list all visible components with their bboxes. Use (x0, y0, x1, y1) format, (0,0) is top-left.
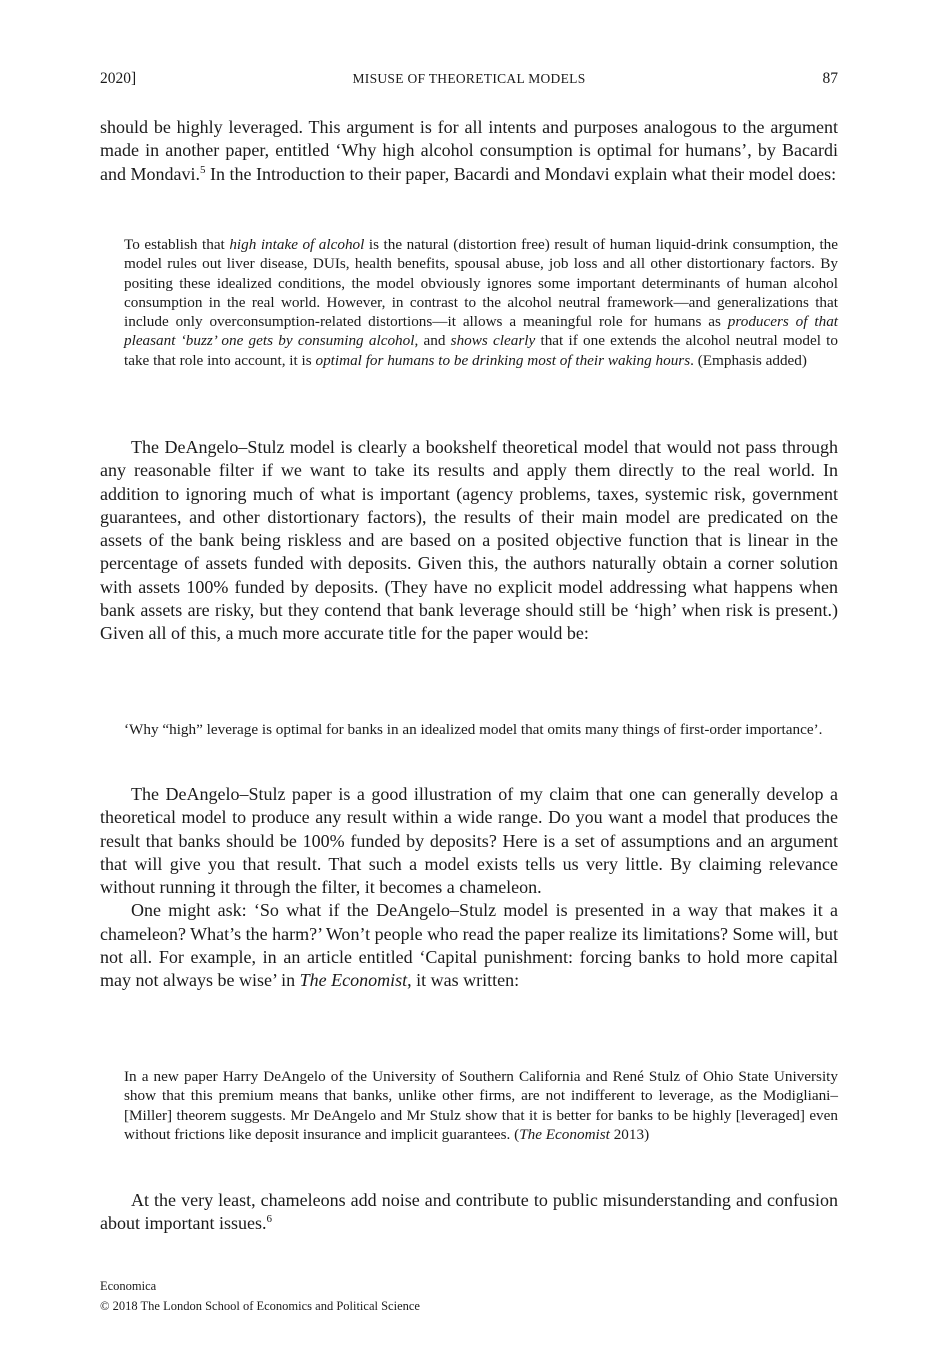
quote-3-text-a: In a new paper Harry DeAngelo of the University of Southern California and René Stulz of Ohio State University show that this premium means that banks, unlike other firms, are not indifferent to leverage, as the Modigliani–[Miller] theorem suggests. Mr DeAngelo and Mr Stulz show that it is better for banks to be highly [leveraged] even without frictions like deposit insurance and implicit guarantees. ( (124, 1068, 838, 1143)
paragraph-3 (100, 783, 838, 993)
paragraph-5 (100, 1189, 838, 1236)
paragraph-1 (100, 116, 838, 186)
quote-1-seg: that if one extends the alcohol neutral model to take that role into account, it is (124, 332, 838, 369)
footnote-ref-5[interactable]: 5 (199, 163, 206, 176)
block-quote-3 (124, 1067, 838, 1144)
quote-1-emphasis: shows clearly (450, 332, 536, 350)
block-quote-2: ‘Why “high” leverage is optimal for banks in an idealized model that omits many things of first-order importance’. (124, 721, 823, 738)
quote-1-emphasis: high intake of alcohol (229, 236, 365, 253)
footer-copyright: © 2018 The London School of Economics and Political Science (100, 1299, 420, 1313)
paragraph-4-emphasis: The Economist (299, 970, 408, 991)
quote-1-emphasis: optimal for humans to be drinking most of their waking hours (315, 351, 691, 369)
page-number: 87 (822, 70, 838, 87)
quote-3-emphasis: The Economist (519, 1125, 610, 1143)
running-header (100, 70, 838, 92)
paragraph-4-text-b: , it was written: (407, 970, 520, 991)
block-quote-1 (124, 235, 838, 370)
footer-journal: Economica (100, 1279, 157, 1293)
quote-1-seg: To establish that (124, 236, 230, 253)
header-year: 2020] (100, 70, 137, 87)
quote-1-seg: , and (414, 332, 451, 350)
quote-1-seg: . (Emphasis added) (690, 351, 807, 369)
paragraph-4-text-a: One might ask: ‘So what if the DeAngelo–Stulz model is presented in a way that makes it a chameleon? What’s the harm?’ Won’t people who read the paper realize its limitations? Some will, but not all. For example, in an article entitled ‘Capital punishment: forcing banks to hold more capital may not always be wise’ in (100, 900, 838, 991)
paragraph-5-text: At the very least, chameleons add noise and contribute to public misunderstanding and confusion about important issues. (100, 1190, 838, 1234)
footnote-ref-6[interactable]: 6 (266, 1213, 272, 1226)
paragraph-1-text-b: In the Introduction to their paper, Bacardi and Mondavi explain what their model does: (205, 163, 837, 184)
page-footer (100, 1276, 420, 1316)
paragraph-2: The DeAngelo–Stulz model is clearly a bookshelf theoretical model that would not pass through any reasonable filter if we want to take its results and apply them directly to the real world. In addition to ignoring much of what is important (agency problems, taxes, systemic risk, government guarantees, and other distortionary factors), the results of their main model are predicated on the assets of the bank being riskless and are based on a posited objective function that is linear in the percentage of assets funded with deposits. Given this, the authors naturally obtain a corner solution with assets 100% funded by deposits. (They have no explicit model addressing what happens when bank assets are risky, but they contend that bank leverage should still be ‘high’ when risk is present.) Given all of this, a much more accurate title for the paper would be: (100, 437, 838, 644)
paragraph-3-text: The DeAngelo–Stulz paper is a good illustration of my claim that one can generally develop a theoretical model to produce any result within a wide range. Do you want a model that produces the result that banks should be 100% funded by deposits? Here is a set of assumptions and an argument that will give you that result. That such a model exists tells us very little. By claiming relevance without running it through the filter, it becomes a chameleon. (100, 784, 838, 898)
quote-1-seg: is the natural (distortion free) result of human liquid-drink consumption, the model rules out liver disease, DUIs, health benefits, spousal abuse, job loss and all other distortionary factors. By positing these idealized conditions, the model obviously ignores some important determinants of human alcohol consumption in the real world. However, in contrast to the alcohol neutral framework—and generalizations that include only overconsumption-related distortions—it allows a meaningful role for humans as (124, 236, 838, 331)
quote-3-text-b: 2013) (609, 1125, 650, 1143)
quote-1-emphasis: producers of that pleasant ‘buzz’ one gets by consuming alcohol (124, 313, 839, 350)
header-title: MISUSE OF THEORETICAL MODELS (352, 71, 586, 86)
paragraph-1-text-a: should be highly leveraged. This argument is for all intents and purposes analogous to the argument made in another paper, entitled ‘Why high alcohol consumption is optimal for humans’, by Bacardi and Mondavi. (100, 117, 838, 184)
